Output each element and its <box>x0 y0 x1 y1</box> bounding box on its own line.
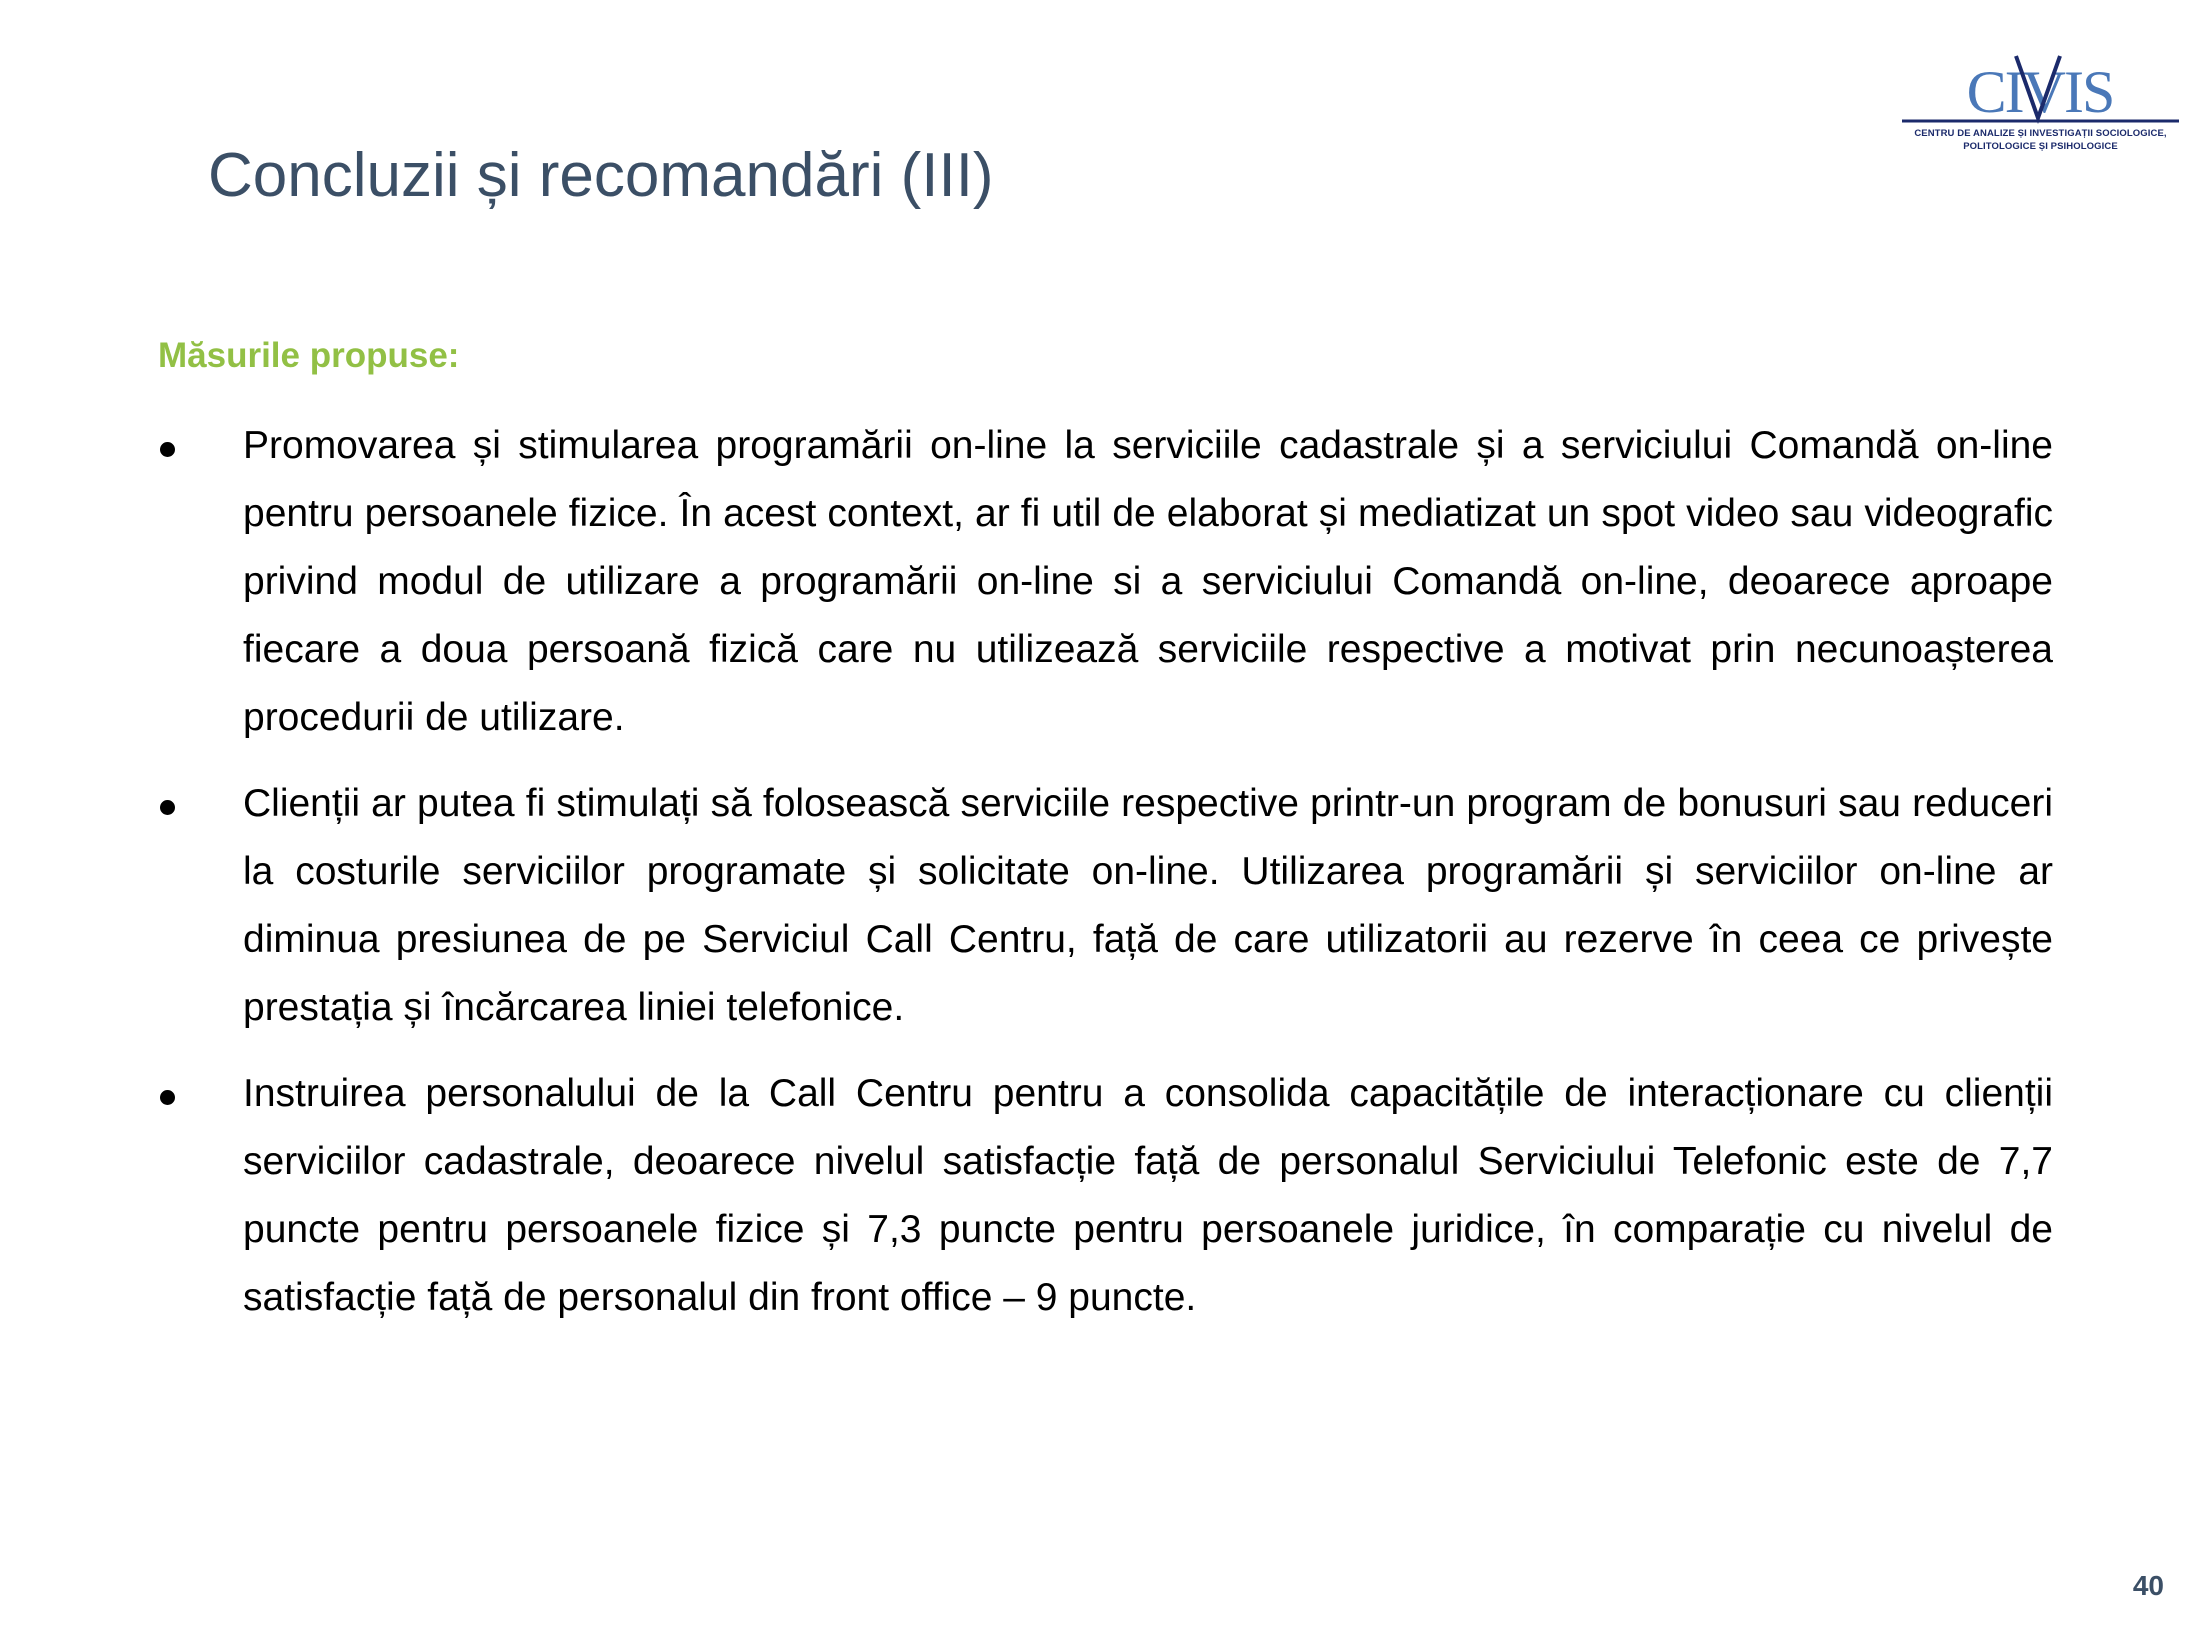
page-number: 40 <box>2132 1570 2164 1601</box>
bullet-dot-icon <box>160 800 175 815</box>
list-item-text: Clienții ar putea fi stimulați să folosească serviciile respective printr-un program de bonusuri sau reduceri la costurile serviciilor programate și solicitate on-line. Utilizarea programării și serviciilor on-line ar diminua presiunea de pe Serviciul Call Centru, față de care utilizatorii au rezerve în ceea ce privește prestația și încărcarea liniei telefonice. <box>243 782 2053 1029</box>
logo-subtitle-line1: CENTRU DE ANALIZE ȘI INVESTIGAȚII SOCIOLOGICE, <box>1914 128 2167 139</box>
list-item <box>158 770 2053 1042</box>
list-item <box>158 1060 2053 1332</box>
section-label: Măsurile propuse: <box>158 336 460 375</box>
bullet-dot-icon <box>160 442 175 457</box>
list-item <box>158 412 2053 752</box>
logo-brand-text: CIVIS <box>1966 59 2114 125</box>
recommendations-list <box>158 412 2053 1350</box>
logo-subtitle-line2: POLITOLOGICE ȘI PSIHOLOGICE <box>1963 141 2118 152</box>
civis-logo-mark <box>1898 48 2183 128</box>
list-item-text: Promovarea și stimularea programării on-line la serviciile cadastrale și a serviciului Comandă on-line pentru persoanele fizice. În acest context, ar fi util de elaborat și mediatizat un spot video sau videografic privind modul de utilizare a programării on-line si a serviciului Comandă on-line, deoarece aproape fiecare a doua persoană fizică care nu utilizează serviciile respective a motivat prin necunoașterea procedurii de utilizare. <box>243 424 2053 739</box>
page-title: Concluzii și recomandări (III) <box>208 141 994 210</box>
civis-logo <box>1898 48 2183 160</box>
bullet-dot-icon <box>160 1090 175 1105</box>
list-item-text: Instruirea personalului de la Call Centru pentru a consolida capacitățile de interacționare cu clienții serviciilor cadastrale, deoarece nivelul satisfacție față de personalul Serviciului Telefonic este de 7,7 puncte pentru persoanele fizice și 7,3 puncte pentru persoanele juridice, în comparație cu nivelul de satisfacție față de personalul din front office – 9 puncte. <box>243 1072 2053 1319</box>
